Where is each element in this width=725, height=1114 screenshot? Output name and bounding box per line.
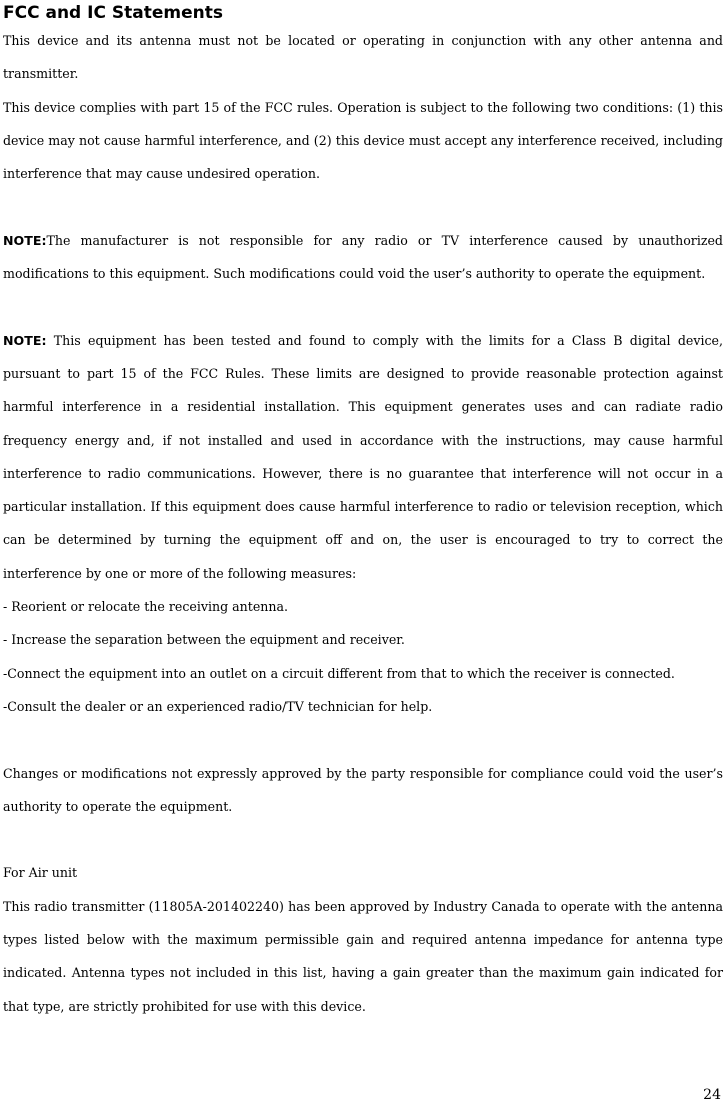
document-title: FCC and IC Statements (3, 3, 223, 23)
measure-list-item: - Reorient or relocate the receiving antenna. (3, 599, 289, 615)
page-number: 24 (703, 1087, 721, 1103)
ic-statement-paragraph: This radio transmitter (11805A-201402240) has been approved by Industry Canada to operate with the antenna types listed below with the maximum permissible gain and required antenna impedance for antenna type indicated. Antenna types not included in this list, having a gain greater than the maximum gain indicated for that type, are strictly prohibited for use with this device. (3, 898, 723, 1014)
intro-paragraph-1: This device and its antenna must not be located or operating in conjunction with any other antenna and transmitter. (3, 33, 723, 82)
air-unit-heading: For Air unit (3, 865, 78, 881)
paragraph-spacer (3, 290, 725, 323)
note-2-paragraph (3, 324, 723, 590)
note-1-label: NOTE: (3, 232, 47, 248)
paragraph-spacer (3, 823, 725, 856)
measure-list-item: -Consult the dealer or an experienced radio/TV technician for help. (3, 698, 433, 714)
note-1-paragraph (3, 224, 723, 291)
paragraph-spacer (3, 190, 725, 223)
measure-list-item: -Connect the equipment into an outlet on a circuit different from that to which the receiver is connected. (3, 665, 675, 681)
changes-paragraph: Changes or modifications not expressly approved by the party responsible for compliance could void the user’s authority to operate the equipment. (3, 765, 723, 814)
paragraph-spacer (3, 723, 725, 756)
intro-paragraph-2: This device complies with part 15 of the FCC rules. Operation is subject to the following two conditions: (1) this device may not cause harmful interference, and (2) this device must accept any interference received, including interference that may cause undesired operation. (3, 99, 723, 182)
note-2-label: NOTE: (3, 332, 47, 348)
measure-list-item: - Increase the separation between the equipment and receiver. (3, 632, 405, 648)
note-1-text: The manufacturer is not responsible for any radio or TV interference caused by unauthorized modifications to this equipment. Such modifications could void the user’s authority to operate the equipment. (3, 232, 723, 282)
note-2-text: This equipment has been tested and found to comply with the limits for a Class B digital device, pursuant to part 15 of the FCC Rules. These limits are designed to provide reasonable protection against harmful interference in a residential installation. This equipment generates uses and can radiate radio frequency energy and, if not installed and used in accordance with the instructions, may cause harmful interference to radio communications. However, there is no guarantee that interference will not occur in a particular installation. If this equipment does cause harmful interference to radio or television reception, which can be determined by turning the equipment off and on, the user is encouraged to try to correct the interference by one or more of the following measures: (3, 332, 723, 581)
